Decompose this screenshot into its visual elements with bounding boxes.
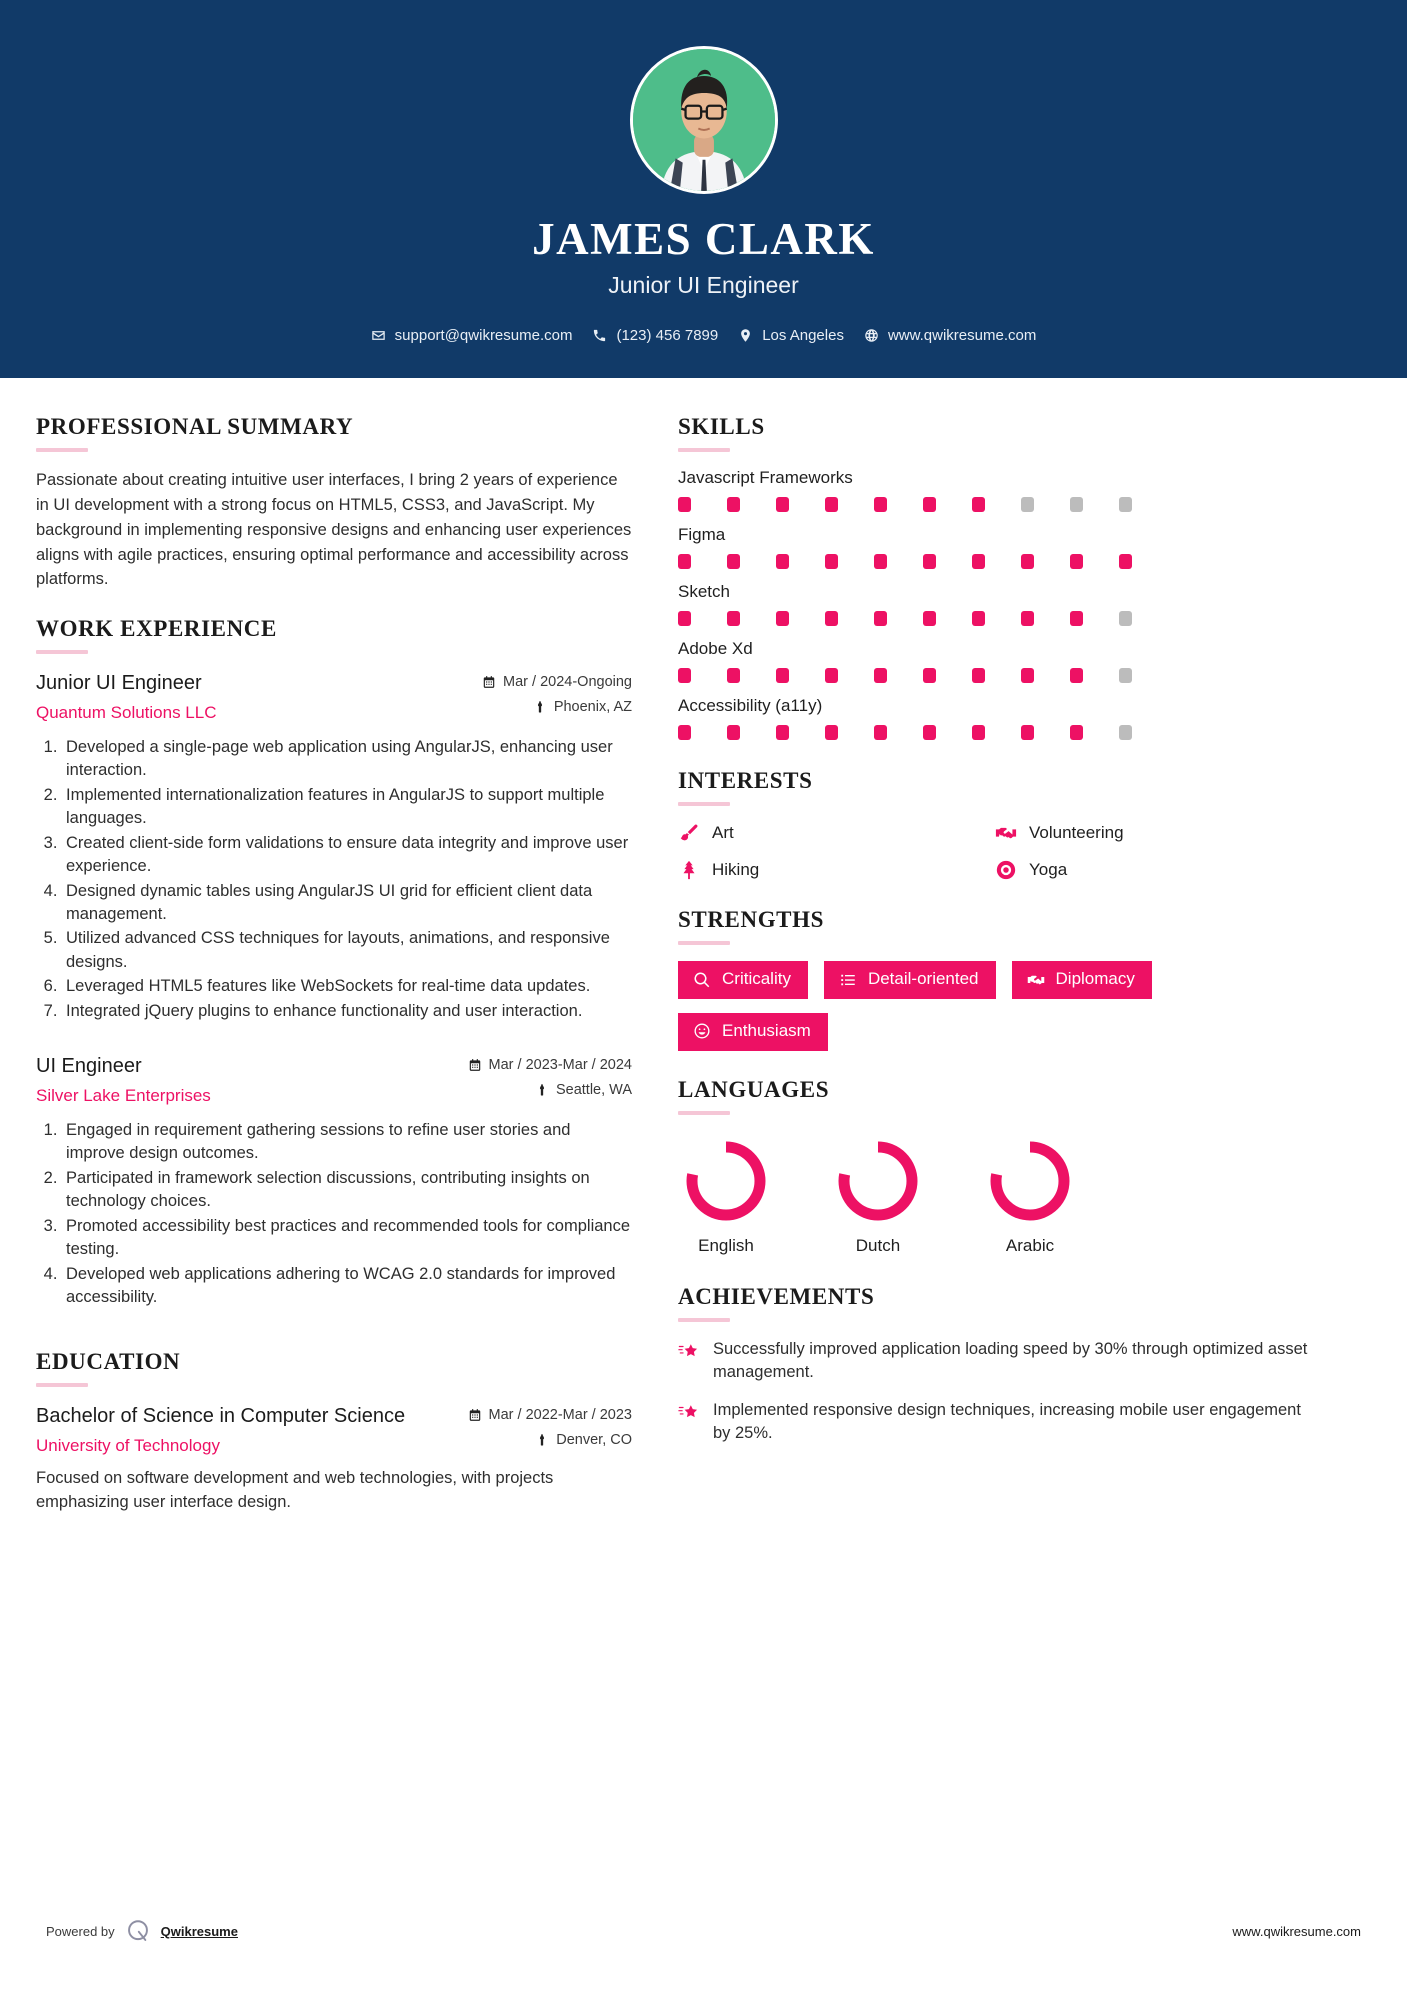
bullet: 3. Created client-side form validations to ensure data integrity and improve user experience. bbox=[62, 832, 632, 879]
language-item bbox=[678, 1137, 774, 1256]
section-rule bbox=[678, 1111, 730, 1115]
calendar-icon bbox=[482, 675, 496, 689]
skill-dot-filled bbox=[1021, 668, 1034, 683]
work-role: Junior UI Engineer bbox=[36, 672, 202, 694]
bullet: 4. Developed web applications adhering to WCAG 2.0 standards for improved accessibility. bbox=[62, 1263, 632, 1310]
right-column bbox=[678, 414, 1308, 1469]
skill-dot-filled bbox=[874, 554, 887, 569]
skill-dot-filled bbox=[727, 668, 740, 683]
bullet: 4. Designed dynamic tables using AngularJS UI grid for efficient client data management. bbox=[62, 880, 632, 927]
section-rule bbox=[36, 1383, 88, 1387]
skill-dot-filled bbox=[1119, 554, 1132, 569]
interest-item bbox=[995, 859, 1308, 881]
skill-dot-filled bbox=[874, 668, 887, 683]
skill-rating bbox=[678, 668, 1308, 683]
section-interests bbox=[678, 768, 1308, 881]
section-heading-achievements: ACHIEVEMENTS bbox=[678, 1283, 875, 1309]
education-date-text: Mar / 2022-Mar / 2023 bbox=[488, 1407, 632, 1424]
bullet: 2. Implemented internationalization features in AngularJS to support multiple languages. bbox=[62, 784, 632, 831]
section-work-experience bbox=[36, 616, 632, 1309]
skill-label: Accessibility (a11y) bbox=[678, 696, 823, 716]
skill-rating bbox=[678, 725, 1308, 740]
resume-body bbox=[0, 378, 1407, 1539]
language-ring bbox=[834, 1137, 922, 1225]
skill-dot-empty bbox=[1070, 497, 1083, 512]
contact-phone[interactable] bbox=[592, 327, 718, 344]
skill-dot-filled bbox=[923, 668, 936, 683]
contact-location bbox=[738, 327, 844, 344]
work-date bbox=[468, 1057, 632, 1073]
bullet: 1. Developed a single-page web application using AngularJS, enhancing user interaction. bbox=[62, 736, 632, 783]
work-entry bbox=[36, 670, 632, 1023]
work-company: Quantum Solutions LLC bbox=[36, 703, 217, 722]
achievement-item bbox=[678, 1338, 1308, 1384]
work-location-text: Phoenix, AZ bbox=[553, 699, 632, 715]
skill-dot-filled bbox=[972, 668, 985, 683]
section-achievements bbox=[678, 1284, 1308, 1445]
interest-list bbox=[678, 822, 1308, 881]
section-languages bbox=[678, 1077, 1308, 1256]
education-degree: Bachelor of Science in Computer Science bbox=[36, 1405, 406, 1428]
skill-dot-filled bbox=[727, 497, 740, 512]
section-heading-strengths: STRENGTHS bbox=[678, 907, 825, 933]
contact-email-text: support@qwikresume.com bbox=[394, 327, 573, 345]
brand-link[interactable]: Qwikresume bbox=[160, 1923, 238, 1939]
education-location-text: Denver, CO bbox=[556, 1432, 632, 1449]
bullet: 6. Leveraged HTML5 features like WebSockets for real-time data updates. bbox=[62, 975, 632, 998]
achievement-text: Successfully improved application loading speed by 30% through optimized asset management. bbox=[713, 1339, 1308, 1381]
skill-dot-filled bbox=[678, 668, 691, 683]
skill-label: Javascript Frameworks bbox=[678, 468, 853, 488]
section-skills bbox=[678, 414, 1308, 740]
section-heading-skills: SKILLS bbox=[678, 414, 765, 440]
language-label: Arabic bbox=[1005, 1235, 1055, 1255]
skill-dot-filled bbox=[678, 725, 691, 740]
work-role: UI Engineer bbox=[36, 1055, 142, 1078]
section-education bbox=[36, 1349, 632, 1515]
strength-list bbox=[678, 961, 1308, 1050]
footer-url[interactable]: www.qwikresume.com bbox=[1232, 1923, 1361, 1939]
strength-label: Enthusiasm bbox=[722, 1020, 811, 1040]
skill-dot-filled bbox=[1021, 725, 1034, 740]
interest-label: Volunteering bbox=[1029, 823, 1124, 843]
page-title: JAMES CLARK bbox=[532, 214, 875, 264]
skill-row bbox=[678, 696, 1308, 740]
section-rule bbox=[678, 1318, 730, 1322]
location-pin-icon bbox=[738, 328, 753, 343]
handshake-icon bbox=[995, 822, 1017, 844]
section-rule bbox=[36, 448, 88, 452]
powered-by-label: Powered by bbox=[46, 1923, 115, 1939]
skill-row bbox=[678, 639, 1308, 683]
section-professional-summary bbox=[36, 414, 632, 592]
skill-row bbox=[678, 582, 1308, 626]
section-rule bbox=[678, 941, 730, 945]
work-location bbox=[482, 699, 632, 715]
education-location bbox=[468, 1432, 632, 1448]
skill-dot-filled bbox=[874, 725, 887, 740]
interest-item bbox=[678, 859, 991, 881]
skill-dot-filled bbox=[923, 725, 936, 740]
contact-website[interactable] bbox=[864, 327, 1036, 344]
skill-dot-filled bbox=[1070, 725, 1083, 740]
work-company: Silver Lake Enterprises bbox=[36, 1086, 211, 1106]
work-date-text: Mar / 2024-Ongoing bbox=[503, 674, 632, 690]
search-icon bbox=[693, 971, 711, 989]
work-entry bbox=[36, 1053, 632, 1309]
language-ring bbox=[986, 1137, 1074, 1225]
contact-location-text: Los Angeles bbox=[762, 327, 844, 345]
skill-dot-filled bbox=[874, 611, 887, 626]
envelope-icon bbox=[371, 328, 386, 343]
skill-row bbox=[678, 525, 1308, 569]
skill-dot-filled bbox=[972, 554, 985, 569]
work-location bbox=[468, 1082, 632, 1098]
language-label: Dutch bbox=[855, 1235, 901, 1255]
skill-dot-filled bbox=[678, 611, 691, 626]
phone-icon bbox=[592, 328, 607, 343]
strength-chip-diplomacy bbox=[1012, 961, 1152, 999]
skill-rating bbox=[678, 611, 1308, 626]
section-heading-work: WORK EXPERIENCE bbox=[36, 616, 277, 641]
bullet: 1. Engaged in requirement gathering sessions to refine user stories and improve design outcomes. bbox=[62, 1119, 632, 1166]
skill-dot-filled bbox=[923, 611, 936, 626]
skill-dot-filled bbox=[874, 497, 887, 512]
tree-icon bbox=[678, 859, 700, 881]
interest-item bbox=[995, 822, 1308, 844]
education-entry bbox=[36, 1403, 632, 1515]
avatar bbox=[630, 46, 778, 194]
section-heading-languages: LANGUAGES bbox=[678, 1076, 830, 1102]
skill-dot-filled bbox=[1070, 554, 1083, 569]
star-icon bbox=[678, 1341, 700, 1363]
contact-email[interactable] bbox=[371, 327, 573, 344]
skill-label: Figma bbox=[678, 525, 726, 545]
skill-dot-filled bbox=[1021, 554, 1034, 569]
work-location-text: Seattle, WA bbox=[555, 1082, 632, 1099]
skill-dot-filled bbox=[972, 725, 985, 740]
qwikresume-logo-icon bbox=[125, 1918, 151, 1944]
language-item bbox=[830, 1137, 926, 1256]
globe-icon bbox=[864, 328, 879, 343]
bullet: 3. Promoted accessibility best practices and recommended tools for compliance testing. bbox=[62, 1215, 632, 1262]
skill-rating bbox=[678, 497, 1308, 512]
bullet: 5. Utilized advanced CSS techniques for layouts, animations, and responsive designs. bbox=[62, 927, 632, 974]
header-job-title: Junior UI Engineer bbox=[608, 272, 799, 299]
resume-header bbox=[0, 0, 1407, 378]
calendar-icon bbox=[468, 1058, 482, 1072]
language-list bbox=[678, 1131, 1308, 1256]
work-bullets bbox=[62, 736, 632, 1023]
skill-dot-filled bbox=[776, 554, 789, 569]
bullet: 7. Integrated jQuery plugins to enhance functionality and user interaction. bbox=[62, 1000, 632, 1023]
skill-dot-filled bbox=[1021, 611, 1034, 626]
calendar-icon bbox=[468, 1408, 482, 1422]
section-heading-education: EDUCATION bbox=[36, 1349, 181, 1375]
section-strengths bbox=[678, 907, 1308, 1050]
work-bullets bbox=[62, 1119, 632, 1309]
skill-dot-filled bbox=[776, 497, 789, 512]
section-rule bbox=[36, 650, 88, 654]
skill-dot-filled bbox=[776, 611, 789, 626]
skill-dot-filled bbox=[1070, 668, 1083, 683]
contact-phone-text: (123) 456 7899 bbox=[616, 327, 719, 345]
left-column bbox=[36, 414, 632, 1539]
skill-dot-filled bbox=[825, 725, 838, 740]
skill-row bbox=[678, 468, 1308, 512]
strength-label: Detail-oriented bbox=[867, 969, 979, 989]
map-pin-icon bbox=[535, 1433, 549, 1447]
education-description: Focused on software development and web technologies, with projects emphasizing user interface design. bbox=[36, 1469, 554, 1512]
work-date-text: Mar / 2023-Mar / 2024 bbox=[488, 1057, 632, 1074]
language-item bbox=[982, 1137, 1078, 1256]
smiley-icon bbox=[693, 1022, 711, 1040]
skill-dot-empty bbox=[1119, 668, 1132, 683]
interest-label: Yoga bbox=[1029, 860, 1068, 880]
avatar-photo bbox=[633, 49, 775, 191]
skill-dot-empty bbox=[1119, 725, 1132, 740]
map-pin-icon bbox=[535, 1083, 549, 1097]
achievement-text: Implemented responsive design techniques, increasing mobile user engagement by 25%. bbox=[713, 1400, 1301, 1442]
language-ring bbox=[682, 1137, 770, 1225]
achievement-item bbox=[678, 1399, 1308, 1445]
page-footer bbox=[0, 1918, 1407, 1944]
strength-chip-enthusiasm bbox=[678, 1013, 828, 1051]
strength-chip-criticality bbox=[678, 961, 808, 999]
contact-website-text: www.qwikresume.com bbox=[887, 327, 1037, 345]
skill-dot-filled bbox=[972, 611, 985, 626]
skill-dot-filled bbox=[727, 611, 740, 626]
language-label: English bbox=[698, 1235, 754, 1255]
skill-dot-empty bbox=[1119, 497, 1132, 512]
skill-dot-filled bbox=[972, 497, 985, 512]
skill-label: Sketch bbox=[678, 582, 730, 602]
summary-text: Passionate about creating intuitive user interfaces, I bring 2 years of experience in UI development with a strong focus on HTML5, CSS3, and JavaScript. My background in implementing responsive designs and enhancing user experiences aligns with agile practices, ensuring optimal performance and accessibility across platforms. bbox=[36, 471, 632, 589]
skill-dot-filled bbox=[825, 668, 838, 683]
skill-dot-empty bbox=[1119, 611, 1132, 626]
strength-label: Criticality bbox=[722, 969, 791, 989]
skill-dot-empty bbox=[1021, 497, 1034, 512]
strength-chip-detail-oriented bbox=[824, 961, 996, 999]
strength-label: Diplomacy bbox=[1055, 969, 1135, 989]
interest-item bbox=[678, 822, 991, 844]
skill-dot-filled bbox=[727, 554, 740, 569]
skill-dot-filled bbox=[776, 725, 789, 740]
powered-by bbox=[46, 1918, 238, 1944]
skill-dot-filled bbox=[825, 497, 838, 512]
interest-label: Hiking bbox=[712, 860, 760, 880]
section-rule bbox=[678, 448, 730, 452]
skill-rating bbox=[678, 554, 1308, 569]
contact-bar bbox=[0, 327, 1407, 344]
work-date bbox=[482, 674, 632, 690]
skill-dot-filled bbox=[825, 611, 838, 626]
skill-dot-filled bbox=[923, 554, 936, 569]
skill-dot-filled bbox=[825, 554, 838, 569]
section-heading-summary: PROFESSIONAL SUMMARY bbox=[36, 414, 354, 440]
list-icon bbox=[839, 971, 857, 989]
interest-label: Art bbox=[712, 823, 734, 843]
education-school: University of Technology bbox=[36, 1436, 220, 1456]
map-pin-icon bbox=[533, 700, 547, 714]
section-heading-interests: INTERESTS bbox=[678, 768, 813, 794]
skill-dot-filled bbox=[1070, 611, 1083, 626]
education-date bbox=[468, 1407, 632, 1423]
skill-dot-filled bbox=[727, 725, 740, 740]
skill-label: Adobe Xd bbox=[678, 639, 753, 659]
paintbrush-icon bbox=[678, 822, 700, 844]
skill-dot-filled bbox=[678, 554, 691, 569]
skill-dot-filled bbox=[678, 497, 691, 512]
lifebuoy-icon bbox=[995, 859, 1017, 881]
skill-dot-filled bbox=[923, 497, 936, 512]
skill-dot-filled bbox=[776, 668, 789, 683]
star-icon bbox=[678, 1402, 700, 1424]
section-rule bbox=[678, 802, 730, 806]
bullet: 2. Participated in framework selection discussions, contributing insights on technology choices. bbox=[62, 1167, 632, 1214]
handshake-icon bbox=[1027, 971, 1045, 989]
